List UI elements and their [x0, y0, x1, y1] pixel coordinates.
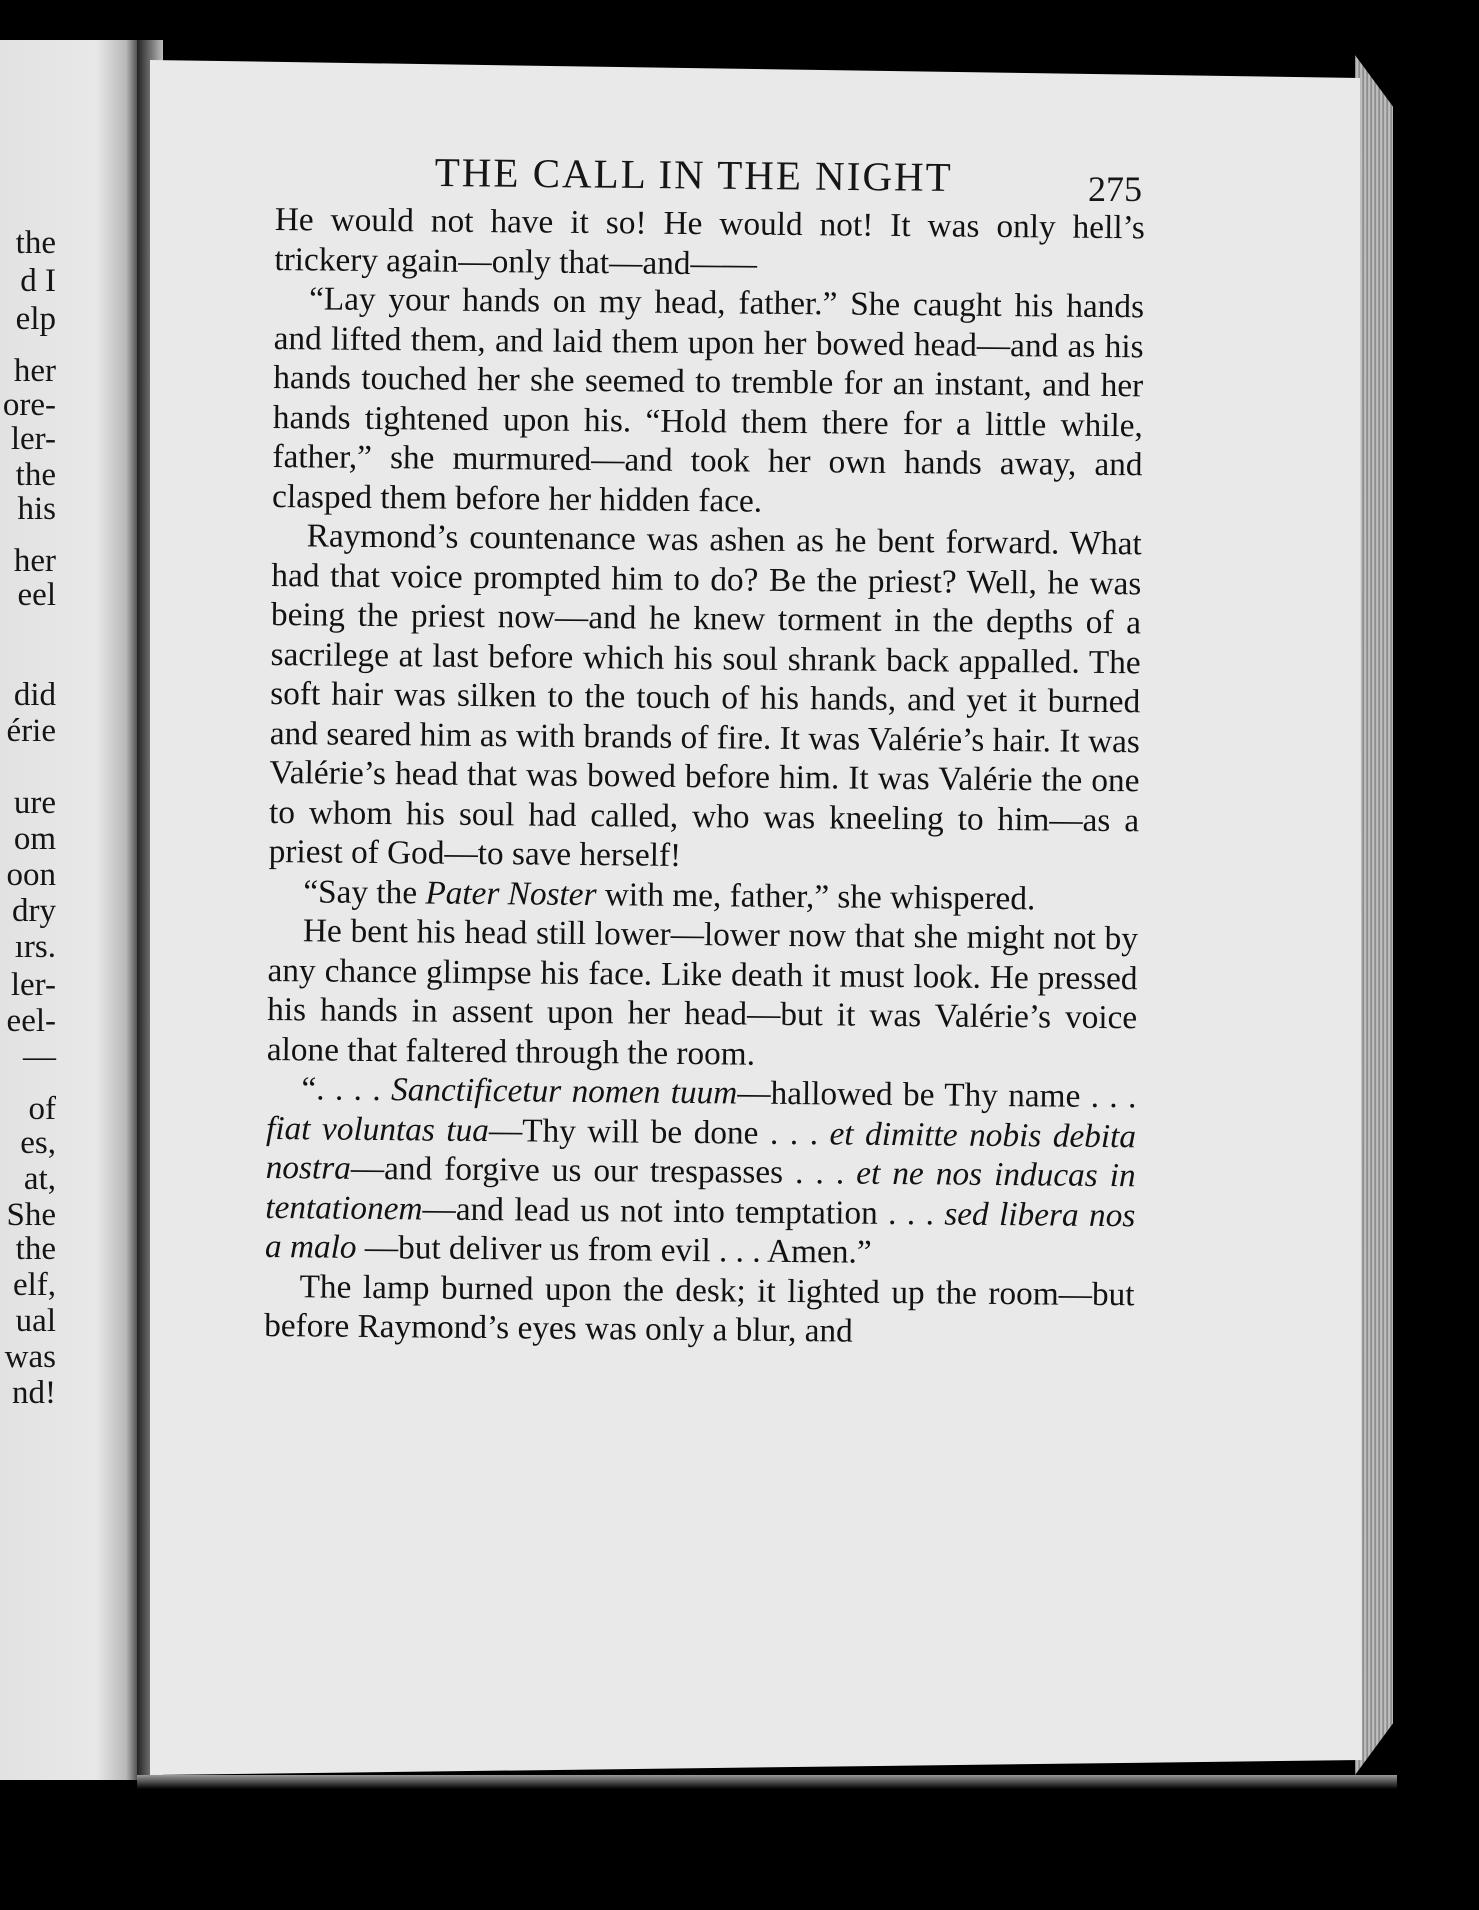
- left-page-fragment: elp: [15, 301, 56, 337]
- running-head: THE CALL IN THE NIGHT: [434, 148, 953, 200]
- left-page-fragment: nd!: [12, 1375, 56, 1411]
- text-run: He would not have it so! He would not! It was only hell’s trickery again—only that—and——: [274, 200, 1145, 283]
- left-page-fragment: om: [13, 821, 56, 857]
- left-page-fragment: oon: [6, 857, 56, 893]
- paragraph: [267, 911, 1138, 1077]
- left-page-fragment: érie: [6, 713, 56, 749]
- text-run: —and lead us not into temptation . . .: [422, 1189, 945, 1232]
- page-number: 275: [1088, 169, 1142, 209]
- paragraph: [274, 200, 1145, 287]
- italic-text: et ne nos inducas in tentationem: [265, 1154, 1136, 1227]
- italic-text: Sanctificetur nomen tuum: [390, 1071, 738, 1112]
- text-run: with me, father,” she whispered.: [596, 875, 1036, 917]
- page-bottom-shadow: [137, 1775, 1397, 1789]
- left-page-fragment: elf,: [12, 1267, 56, 1303]
- text-run: He bent his head still lower—lower now that she might not by any chance glimpse his face. Like death it must look. He pressed his hands in assent upon her head—but it was Valérie’s voice alone that faltered through the room.: [266, 912, 1139, 1073]
- paragraph: [264, 1266, 1135, 1353]
- left-page-fragment: ual: [15, 1303, 56, 1339]
- paragraph: [265, 1069, 1137, 1275]
- text-run: Raymond’s countenance was ashen as he bent forward. What had that voice prompted him to do? Be the priest? Well, he was being the priest now—and he knew torment in the depths of a sacrilege at last before which his soul shrank back appalled. The soft hair was silken to the touch of his hands, and yet it burned and seared him as with brands of fire. It was Valérie’s hair. It was Valérie’s head that was bowed before him. It was Valérie the one to whom his soul had called, who was kneeling to him—as a priest of God—to save herself!: [268, 517, 1142, 874]
- paragraph: [272, 279, 1144, 524]
- left-page-fragment: es,: [20, 1125, 56, 1161]
- italic-text: Pater Noster: [425, 873, 597, 913]
- left-page-text-fragments: [0, 225, 56, 1675]
- left-page-fragment: dry: [12, 893, 56, 929]
- text-run: “Lay your hands on my head, father.” She caught his hands and lifted them, and laid them upon her bowed head—and as his hands touched her she seemed to tremble for an instant, and her hands tightened upon his. “Hold them there for a little while, father,” she murmured—and took her own hands away, and clasped them before her hidden face.: [271, 280, 1145, 520]
- text-run: “. . . .: [301, 1070, 392, 1109]
- text-run: “Say the: [303, 872, 426, 911]
- left-page-fragment: ırs.: [14, 929, 56, 965]
- italic-text: sed libera nos a malo: [264, 1194, 1136, 1266]
- text-run: The lamp burned upon the desk; it lighted up the room—but before Raymond’s eyes was only a blur, and: [264, 1267, 1135, 1350]
- italic-text: et dimitte nobis debita nostra: [265, 1114, 1137, 1187]
- left-page-fragment: her: [13, 543, 56, 579]
- left-page-fragment: ore-: [2, 387, 56, 423]
- left-page-fragment: was: [4, 1339, 56, 1375]
- text-run: —but deliver us from evil . . . Amen.”: [356, 1228, 872, 1271]
- text-run: —and forgive us our trespasses . . .: [350, 1149, 857, 1192]
- left-page-fragment: She: [6, 1197, 56, 1233]
- left-page-fragment: his: [17, 491, 56, 527]
- text-run: —Thy will be done . . .: [488, 1111, 830, 1152]
- left-page-fragment: eel: [17, 577, 56, 613]
- italic-text: fiat voluntas tua: [265, 1109, 490, 1149]
- left-page-fragment: the: [15, 457, 56, 493]
- paragraph: [269, 516, 1142, 880]
- body-text: [264, 200, 1145, 1354]
- left-page-fragment: ure: [13, 785, 56, 821]
- left-page-fragment: did: [13, 677, 56, 713]
- left-page-fragment: ler-: [10, 421, 56, 457]
- left-page-fragment: ler-: [10, 967, 56, 1003]
- left-page-fragment: her: [13, 353, 56, 389]
- left-page-fragment: the: [15, 1231, 56, 1267]
- left-page-fragment: the: [15, 225, 56, 261]
- left-facing-page: [0, 40, 137, 1780]
- text-run: —hallowed be Thy name . . .: [737, 1074, 1137, 1116]
- left-page-fragment: of: [28, 1091, 56, 1127]
- left-page-fragment: eel-: [6, 1003, 56, 1039]
- left-page-fragment: at,: [23, 1161, 56, 1197]
- left-page-fragment: d I: [20, 263, 56, 299]
- left-page-fragment: —: [23, 1039, 56, 1075]
